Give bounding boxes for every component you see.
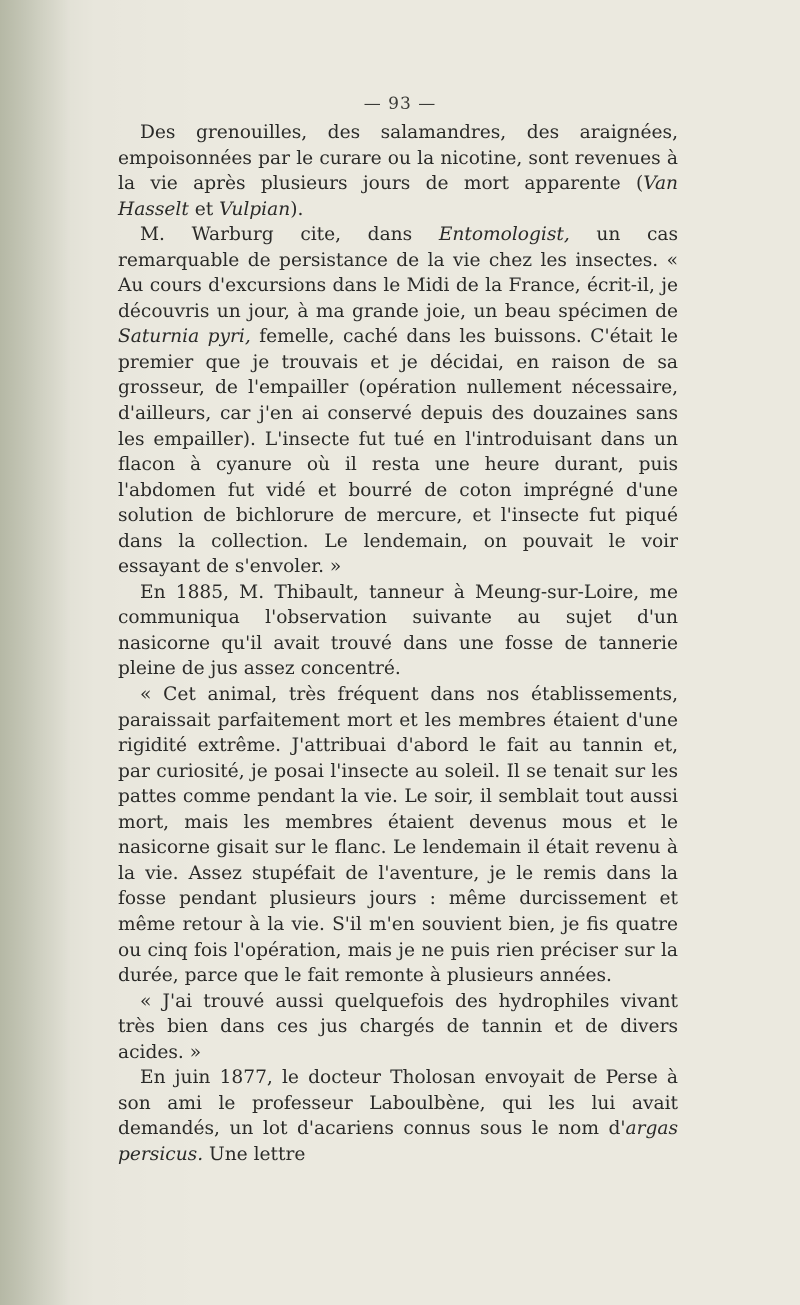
citation-author: Van Hasselt bbox=[118, 173, 678, 220]
paragraph-3 bbox=[118, 580, 678, 682]
species-name: argas persicus. bbox=[118, 1118, 678, 1165]
text-run: Des grenouilles, des salamandres, des araignées, empoisonnées par le curare ou la nicotine, sont revenues à la vie après plusieurs jours de mort apparente ( bbox=[118, 122, 678, 195]
paragraph-5 bbox=[118, 989, 678, 1066]
page-edge-shadow bbox=[0, 0, 70, 1305]
text-run: M. Warburg cite, dans bbox=[140, 224, 439, 246]
paragraph-2 bbox=[118, 222, 678, 580]
page-number: — 93 — bbox=[363, 94, 437, 114]
text-run: Une lettre bbox=[203, 1143, 306, 1165]
text-run: En juin 1877, le docteur Tholosan envoyait de Perse à son ami le professeur Laboulbène, qui les lui avait demandés, un lot d'acariens connus sous le nom d' bbox=[118, 1067, 678, 1140]
paragraph-1 bbox=[118, 120, 678, 222]
text-run: un cas remarquable de persistance de la vie chez les insectes. « Au cours d'excursions dans le Midi de la France, écrit-il, je découvris un jour, à ma grande joie, un beau spécimen de bbox=[118, 224, 679, 322]
text-run: et bbox=[188, 198, 220, 220]
text-run: « Cet animal, très fréquent dans nos établissements, paraissait parfaitement mort et les membres étaient d'une rigidité extrême. J'attribuai d'abord le fait au tannin et, par curiosité, je posai l'insecte au soleil. Il se tenait sur les pattes comme pendant la vie. Le soir, il semblait tout aussi mort, mais les membres étaient devenus mous et le nasicorne gisait sur le flanc. Le lendemain il était revenu à la vie. Assez stupéfait de l'aventure, je le remis dans la fosse pendant plusieurs jours : même durcissement et même retour à la vie. S'il m'en souvient bien, je fis quatre ou cinq fois l'opération, mais je ne puis rien préciser sur la durée, parce que le fait remonte à plusieurs années. bbox=[118, 684, 678, 987]
paragraph-4 bbox=[118, 682, 678, 989]
text-run: femelle, caché dans les buissons. C'était le premier que je trouvais et je décidai, en raison de sa grosseur, de l'empailler (opération nullement nécessaire, d'ailleurs, car j'en ai conservé depuis des douzaines sans les empailler). L'insecte fut tué en l'introduisant dans un flacon à cyanure où il resta une heure durant, puis l'abdomen fut vidé et bourré de coton imprégné d'une solution de bichlorure de mercure, et l'insecte fut piqué dans la collection. Le lendemain, on pouvait le voir essayant de s'envoler. » bbox=[118, 326, 678, 578]
text-run: « J'ai trouvé aussi quelquefois des hydrophiles vivant très bien dans ces jus chargés de tannin et de divers acides. » bbox=[118, 990, 678, 1063]
text-run: ). bbox=[290, 198, 304, 220]
paragraph-6 bbox=[118, 1065, 678, 1167]
text-run: En 1885, M. Thibault, tanneur à Meung-sur-Loire, me communiqua l'observation suivante au sujet d'un nasicorne qu'il avait trouvé dans une fosse de tannerie pleine de jus assez concentré. bbox=[118, 581, 678, 680]
body-text bbox=[118, 120, 678, 1167]
journal-title: Entomologist, bbox=[438, 224, 570, 246]
citation-author: Vulpian bbox=[219, 198, 291, 220]
species-name: Saturnia pyri, bbox=[118, 326, 251, 348]
